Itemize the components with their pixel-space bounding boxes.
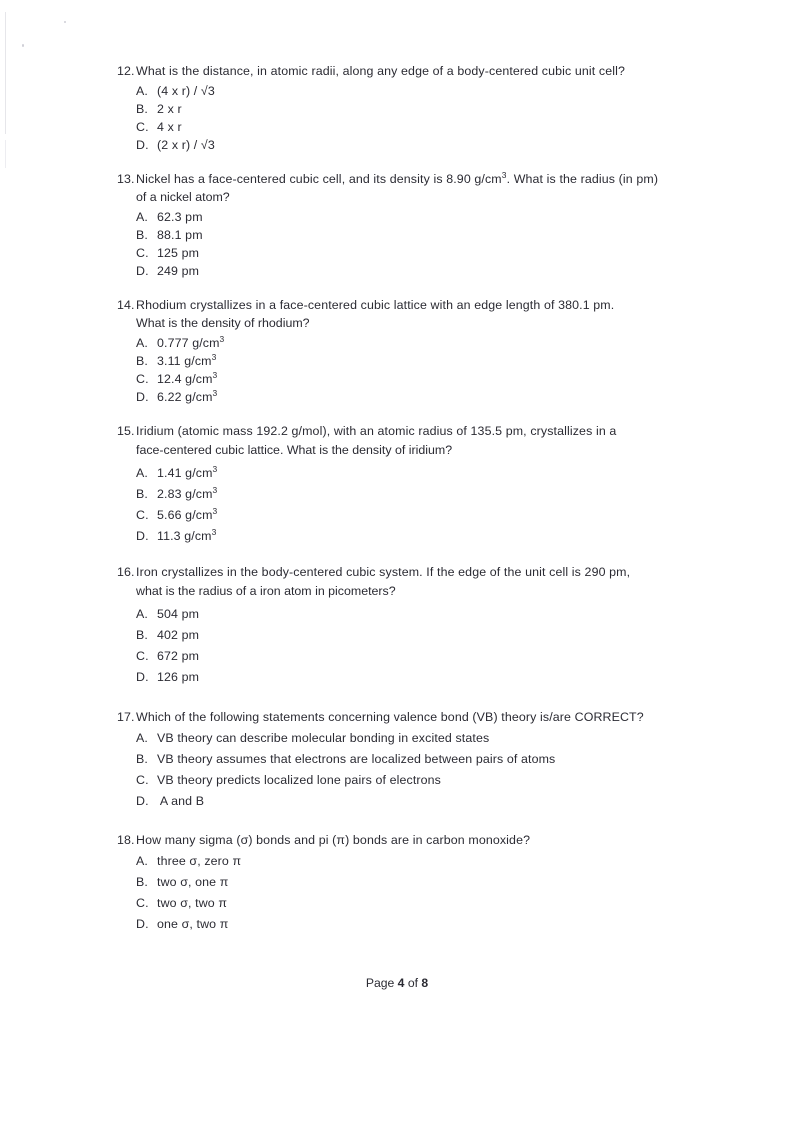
- superscript-three: 3: [219, 333, 225, 344]
- answer-option[interactable]: [136, 893, 717, 914]
- answer-option-letter: A.: [136, 84, 148, 98]
- scan-artifact-speck: [22, 44, 24, 47]
- answer-option-list: [117, 208, 717, 280]
- answer-option-text: 1.41 $g/cm^3$: [157, 463, 218, 480]
- scan-artifact-line: [5, 12, 6, 134]
- block-spacer: [117, 154, 717, 170]
- answer-option-text: two σ, one π: [157, 875, 229, 889]
- question-number: 12.: [117, 64, 135, 78]
- answer-option[interactable]: [136, 604, 717, 625]
- answer-option-text: 2 x r: [157, 102, 182, 116]
- answer-option-letter: C.: [136, 246, 149, 260]
- question-number: 17.: [117, 710, 135, 724]
- answer-option[interactable]: [136, 388, 717, 406]
- superscript-three: 3: [212, 369, 218, 380]
- answer-option-letter: B.: [136, 228, 148, 242]
- block-spacer: [117, 406, 717, 422]
- answer-option-letter: D.: [136, 138, 149, 152]
- scan-artifact-line-secondary: [5, 140, 6, 168]
- question-stem: [117, 563, 717, 581]
- question-block: [117, 708, 717, 812]
- question-stem: [117, 831, 717, 849]
- answer-option-text: 4 x r: [157, 120, 182, 134]
- answer-option-letter: D.: [136, 670, 149, 684]
- answer-option-letter: D.: [136, 529, 149, 543]
- question-stem: [117, 296, 717, 314]
- footer-middle: of: [404, 976, 422, 990]
- answer-option-text: one σ, two π: [157, 917, 229, 931]
- answer-option[interactable]: [136, 463, 717, 484]
- question-block: [117, 563, 717, 688]
- answer-option-list: [117, 604, 717, 688]
- scan-artifact-speck: [64, 21, 66, 23]
- answer-option-text: (2 x r) / √3: [157, 138, 215, 152]
- question-text: Iridium (atomic mass 192.2 g/mol), with an atomic radius of 135.5 pm, crystallizes in a: [136, 424, 617, 438]
- superscript-three: 3: [212, 387, 218, 398]
- question-text-continuation: What is the density of rhodium?: [136, 316, 310, 330]
- answer-option-text: 88.1 pm: [157, 228, 203, 242]
- answer-option-text: 249 pm: [157, 264, 200, 278]
- answer-option-letter: D.: [136, 917, 149, 931]
- answer-option[interactable]: [136, 100, 717, 118]
- superscript-three: 3: [212, 484, 218, 495]
- answer-option[interactable]: [136, 646, 717, 667]
- page-footer: [0, 975, 794, 991]
- answer-option-letter: D.: [136, 264, 149, 278]
- question-text: Iron crystallizes in the body-centered cubic system. If the edge of the unit cell is 290 pm,: [136, 565, 631, 579]
- answer-option[interactable]: [136, 728, 717, 749]
- answer-option-letter: A.: [136, 731, 148, 745]
- answer-option-list: [117, 463, 717, 547]
- answer-option-letter: A.: [136, 854, 148, 868]
- question-text: How many sigma (σ) bonds and pi (π) bonds are in carbon monoxide?: [136, 833, 531, 847]
- question-number: 14.: [117, 298, 135, 312]
- answer-option-text: three σ, zero π: [157, 854, 242, 868]
- answer-option-letter: B.: [136, 628, 148, 642]
- answer-option-letter: B.: [136, 752, 148, 766]
- answer-option-letter: B.: [136, 487, 148, 501]
- answer-option-letter: B.: [136, 875, 148, 889]
- answer-option[interactable]: [136, 667, 717, 688]
- answer-option-list: [117, 82, 717, 154]
- question-text: What is the distance, in atomic radii, along any edge of a body-centered cubic unit cell?: [136, 64, 626, 78]
- question-number: 16.: [117, 565, 135, 579]
- answer-option[interactable]: [136, 526, 717, 547]
- block-spacer: [117, 935, 717, 945]
- superscript-three: 3: [211, 526, 217, 537]
- answer-option[interactable]: [136, 352, 717, 370]
- answer-option[interactable]: [136, 334, 717, 352]
- question-stem: [117, 170, 717, 188]
- answer-option-letter: B.: [136, 102, 148, 116]
- question-block: [117, 170, 717, 280]
- answer-option[interactable]: [136, 625, 717, 646]
- question-block: [117, 62, 717, 154]
- answer-option-letter: D.: [136, 390, 149, 404]
- footer-page-number: 4: [397, 976, 405, 990]
- answer-option-letter: A.: [136, 210, 148, 224]
- answer-option-text: 126 pm: [157, 670, 200, 684]
- question-number: 13.: [117, 172, 135, 186]
- answer-option[interactable]: [136, 872, 717, 893]
- answer-option-text: 672 pm: [157, 649, 200, 663]
- answer-option[interactable]: [136, 244, 717, 262]
- answer-option-text: VB theory can describe molecular bonding in excited states: [157, 731, 490, 745]
- answer-option[interactable]: [136, 914, 717, 935]
- question-text: Nickel has a face-centered cubic cell, and its density is 8.90 $g/cm^3$. What is the radius (in pm): [136, 169, 659, 186]
- answer-option[interactable]: [136, 118, 717, 136]
- answer-option[interactable]: [136, 262, 717, 280]
- answer-option[interactable]: [136, 505, 717, 526]
- answer-option-text: two σ, two π: [157, 896, 228, 910]
- answer-option-text: VB theory predicts localized lone pairs of electrons: [157, 773, 442, 787]
- answer-option-text: 5.66 $g/cm^3$: [157, 505, 218, 522]
- question-list: [117, 62, 717, 945]
- answer-option-text: 62.3 pm: [157, 210, 203, 224]
- answer-option-list: [117, 851, 717, 935]
- answer-option-letter: D.: [136, 794, 149, 808]
- answer-option-letter: C.: [136, 896, 149, 910]
- answer-option-list: [117, 728, 717, 812]
- answer-option[interactable]: [136, 226, 717, 244]
- question-text: Which of the following statements concerning valence bond (VB) theory is/are CORRECT?: [136, 710, 644, 724]
- answer-option-text: 0.777 $g/cm^3$: [157, 333, 225, 350]
- answer-option[interactable]: [136, 770, 717, 791]
- superscript-three: 3: [501, 169, 507, 180]
- answer-option[interactable]: [136, 484, 717, 505]
- question-block: [117, 422, 717, 547]
- answer-option-text: 504 pm: [157, 607, 200, 621]
- answer-option[interactable]: [136, 370, 717, 388]
- answer-option-letter: A.: [136, 466, 148, 480]
- question-stem: [117, 62, 717, 80]
- question-block: [117, 296, 717, 406]
- footer-prefix: Page: [365, 976, 398, 990]
- question-text-continuation: of a nickel atom?: [136, 190, 230, 204]
- footer-total-pages: 8: [421, 976, 429, 990]
- answer-option[interactable]: [136, 749, 717, 770]
- question-number: 15.: [117, 424, 135, 438]
- answer-option-letter: A.: [136, 607, 148, 621]
- superscript-three: 3: [212, 463, 218, 474]
- answer-option-letter: A.: [136, 336, 148, 350]
- answer-option-letter: C.: [136, 120, 149, 134]
- block-spacer: [117, 688, 717, 708]
- answer-option-list: [117, 334, 717, 406]
- answer-option[interactable]: [136, 851, 717, 872]
- question-text-continuation: face-centered cubic lattice. What is the density of iridium?: [136, 443, 453, 457]
- answer-option-text: 402 pm: [157, 628, 200, 642]
- answer-option-text: VB theory assumes that electrons are localized between pairs of atoms: [157, 752, 556, 766]
- question-block: [117, 831, 717, 935]
- question-text-continuation: what is the radius of a iron atom in picometers?: [136, 584, 396, 598]
- answer-option-letter: C.: [136, 372, 149, 386]
- block-spacer: [117, 547, 717, 563]
- answer-option-text: 11.3 $g/cm^3$: [157, 526, 217, 543]
- answer-option-text: 3.11 $g/cm^3$: [157, 351, 217, 368]
- answer-option[interactable]: [136, 208, 717, 226]
- question-stem: [117, 422, 717, 440]
- question-number: 18.: [117, 833, 135, 847]
- question-text: Rhodium crystallizes in a face-centered cubic lattice with an edge length of 380.1 pm.: [136, 298, 615, 312]
- answer-option-text: (4 x r) / √3: [157, 84, 215, 98]
- answer-option-letter: C.: [136, 508, 149, 522]
- answer-option[interactable]: [136, 136, 717, 154]
- answer-option-text: 12.4 $g/cm^3$: [157, 369, 218, 386]
- answer-option-letter: C.: [136, 773, 149, 787]
- answer-option[interactable]: [136, 82, 717, 100]
- block-spacer: [117, 280, 717, 296]
- answer-option-text: 6.22 $g/cm^3$: [157, 387, 218, 404]
- answer-option-text: 2.83 $g/cm^3$: [157, 484, 218, 501]
- block-spacer: [117, 812, 717, 831]
- question-stem: [117, 708, 717, 726]
- answer-option[interactable]: [136, 791, 717, 812]
- superscript-three: 3: [212, 505, 218, 516]
- answer-option-letter: C.: [136, 649, 149, 663]
- answer-option-text: 125 pm: [157, 246, 200, 260]
- answer-option-text: A and B: [157, 794, 205, 808]
- answer-option-letter: B.: [136, 354, 148, 368]
- superscript-three: 3: [211, 351, 217, 362]
